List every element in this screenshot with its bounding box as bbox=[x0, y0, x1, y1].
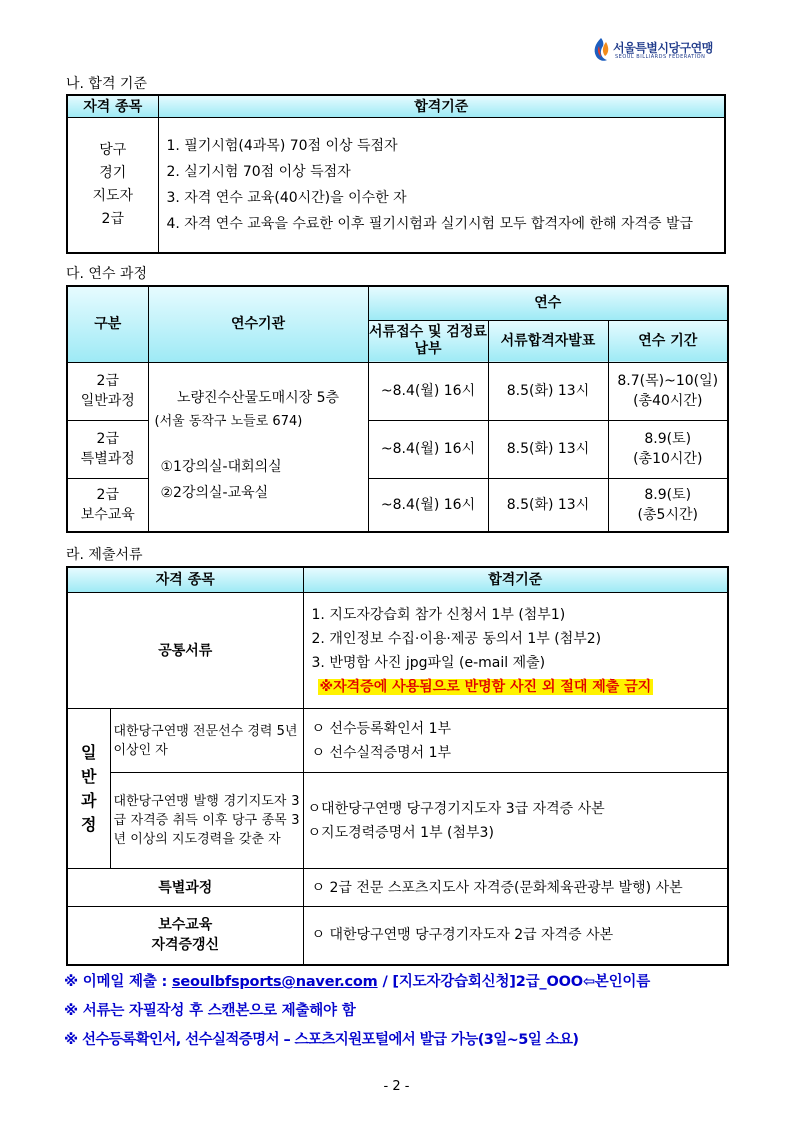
announce-cell: 8.5(화) 13시 bbox=[488, 478, 608, 532]
table-row bbox=[67, 362, 728, 420]
general-course-label: 일 반 과 정 bbox=[67, 709, 110, 869]
email-note: ※ 이메일 제출 : seoulbfsports@naver.com / [지도자강습회신청]2급_OOO⇦본인이름 bbox=[64, 974, 650, 990]
general-condition-1: 대한당구연맹 전문선수 경력 5년 이상인 자 bbox=[110, 709, 303, 773]
list-item: ㅇ 선수등록확인서 1부 bbox=[311, 720, 452, 737]
list-item: ㅇ대한당구연맹 당구경기지도자 3급 자격증 사본 bbox=[307, 800, 605, 817]
institution-room2: ②2강의실-교육실 bbox=[160, 484, 269, 501]
institution-address: (서울 동작구 노들로 674) bbox=[154, 413, 303, 429]
institution-name: 노량진수산물도매시장 5층 bbox=[176, 389, 340, 406]
submit-cell: ~8.4(월) 16시 bbox=[368, 362, 488, 420]
criteria-item: 1. 필기시험(4과목) 70점 이상 득점자 bbox=[166, 137, 398, 154]
special-course-docs: ㅇ 2급 전문 스포츠지도사 자격증(문화체육관광부 발행) 사본 bbox=[303, 869, 728, 907]
list-item: 3. 반명함 사진 jpg파일 (e-mail 제출) bbox=[311, 654, 546, 671]
logo-subtitle: SEOUL BILLIARDS FEDERATION bbox=[615, 54, 706, 60]
logo-text: 서울특별시당구연맹 bbox=[613, 41, 713, 55]
header-training: 연수 bbox=[368, 286, 728, 320]
training-table bbox=[66, 285, 729, 533]
refresher-label: 보수교육 자격증갱신 bbox=[67, 907, 303, 965]
section-title-criteria: 나. 합격 기준 bbox=[66, 76, 147, 92]
documents-table bbox=[66, 566, 729, 966]
criteria-item: 3. 자격 연수 교육(40시간)을 이수한 자 bbox=[166, 189, 407, 206]
list-item: 2. 개인정보 수집·이용·제공 동의서 1부 (첨부2) bbox=[311, 630, 602, 647]
submit-cell: ~8.4(월) 16시 bbox=[368, 420, 488, 478]
header-type: 자격 종목 bbox=[67, 567, 303, 593]
criteria-cell bbox=[158, 117, 725, 253]
email-link[interactable]: seoulbfsports@naver.com bbox=[171, 974, 378, 990]
refresher-docs: ㅇ 대한당구연맹 당구경기자도자 2급 자격증 사본 bbox=[303, 907, 728, 965]
list-item: 1. 지도자강습회 참가 신청서 1부 (첨부1) bbox=[311, 606, 566, 623]
general-condition-2: 대한당구연맹 발행 경기지도자 3급 자격증 취득 이후 당구 종목 3년 이상의 지도경력을 갖춘 자 bbox=[110, 773, 303, 869]
period-cell: 8.9(토) (총5시간) bbox=[608, 478, 728, 532]
criteria-item: 4. 자격 연수 교육을 수료한 이후 필기시험과 실기시험 모두 합격자에 한해 자격증 발급 bbox=[166, 215, 694, 232]
section-title-training: 다. 연수 과정 bbox=[66, 266, 147, 282]
type-cell: 당구 경기 지도자 2급 bbox=[67, 117, 158, 253]
header-submit: 서류접수 및 검정료납부 bbox=[368, 320, 488, 362]
header-criteria: 합격기준 bbox=[303, 567, 728, 593]
section-title-documents: 라. 제출서류 bbox=[66, 547, 143, 563]
general-docs-1 bbox=[303, 709, 728, 773]
list-item: ㅇ지도경력증명서 1부 (첨부3) bbox=[307, 824, 494, 841]
announce-cell: 8.5(화) 13시 bbox=[488, 362, 608, 420]
header-division: 구분 bbox=[67, 286, 148, 362]
federation-logo bbox=[591, 36, 741, 64]
common-docs-cell bbox=[303, 593, 728, 709]
period-cell: 8.7(목)~10(일) (총40시간) bbox=[608, 362, 728, 420]
photo-warning: ※자격증에 사용됨으로 반명함 사진 외 절대 제출 금지 bbox=[319, 678, 652, 695]
header-period: 연수 기간 bbox=[608, 320, 728, 362]
institution-cell bbox=[148, 362, 368, 532]
period-cell: 8.9(토) (총10시간) bbox=[608, 420, 728, 478]
common-docs-label: 공통서류 bbox=[67, 593, 303, 709]
notes bbox=[64, 968, 744, 1055]
header-criteria: 합격기준 bbox=[158, 95, 725, 117]
division-cell: 2급 보수교육 bbox=[67, 478, 148, 532]
criteria-table bbox=[66, 94, 726, 254]
submit-cell: ~8.4(월) 16시 bbox=[368, 478, 488, 532]
header-type: 자격 종목 bbox=[67, 95, 158, 117]
criteria-item: 2. 실기시험 70점 이상 득점자 bbox=[166, 163, 351, 180]
page-number: - 2 - bbox=[383, 1079, 410, 1094]
header-institution: 연수기관 bbox=[148, 286, 368, 362]
list-item: ㅇ 선수실적증명서 1부 bbox=[311, 744, 452, 761]
announce-cell: 8.5(화) 13시 bbox=[488, 420, 608, 478]
scan-note: ※ 서류는 자필작성 후 스캔본으로 제출해야 함 bbox=[64, 1003, 356, 1019]
header-announce: 서류합격자발표 bbox=[488, 320, 608, 362]
general-docs-2 bbox=[303, 773, 728, 869]
special-course-label: 특별과정 bbox=[67, 869, 303, 907]
criteria-list bbox=[159, 125, 725, 245]
division-cell: 2급 일반과정 bbox=[67, 362, 148, 420]
portal-note: ※ 선수등록확인서, 선수실적증명서 – 스포츠지원포털에서 발급 가능(3일~5일 소요) bbox=[64, 1032, 579, 1048]
institution-room1: ①1강의실-대회의실 bbox=[160, 458, 282, 475]
division-cell: 2급 특별과정 bbox=[67, 420, 148, 478]
logo-flame-icon bbox=[591, 36, 613, 64]
